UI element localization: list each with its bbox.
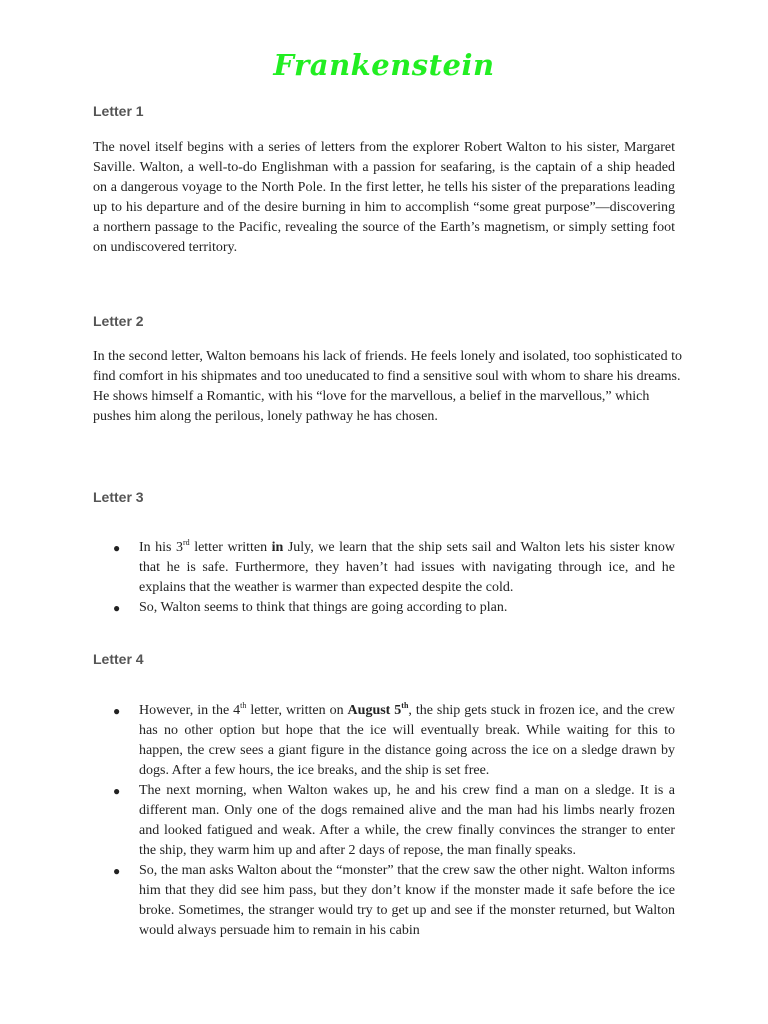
bold-text: in <box>271 540 284 555</box>
letter-2-paragraph: In the second letter, Walton bemoans his lack of friends. He feels lonely and isolated, too sophisticated to find comfort in his shipmates and too uneducated to find a sensitive soul with whom to share his dreams. He shows himself a Romantic, with his “love for the marvellous, a belief in the marvellous,” which pushes him along the perilous, lonely pathway he has chosen. <box>93 349 683 424</box>
bullet-text: In his 3 <box>139 540 184 555</box>
ordinal-suffix: rd <box>183 538 190 547</box>
bold-date <box>348 703 409 718</box>
letter-1-heading: Letter 1 <box>93 103 144 119</box>
letter-2-heading: Letter 2 <box>93 313 144 329</box>
list-item <box>93 861 675 941</box>
list-item <box>93 538 675 598</box>
list-item <box>93 781 675 861</box>
letter-4-bullet-list <box>93 701 675 941</box>
document-title: Frankenstein <box>273 48 495 82</box>
bullet-icon: ● <box>113 864 121 878</box>
bullet-text: The next morning, when Walton wakes up, he and his crew find a man on a sledge. It is a different man. Only one of the dogs remained alive and the man had his limbs nearly frozen and looked fatigued and weak. After a while, the crew finally convinces the stranger to enter the ship, they warm him up and after 2 days of repose, the man finally speaks. <box>139 783 675 858</box>
letter-3-heading: Letter 3 <box>93 489 144 505</box>
list-item <box>93 598 675 618</box>
list-item <box>93 701 675 781</box>
letter-4-heading: Letter 4 <box>93 651 144 667</box>
bold-text: August 5 <box>347 703 402 718</box>
bullet-text: However, in the 4 <box>139 703 241 718</box>
bullet-icon: ● <box>113 601 121 615</box>
bullet-text: letter written <box>189 540 272 555</box>
bullet-text: July, we learn that the ship sets sail and Walton lets his sister know that he is safe. Furthermore, they haven’t had issues with navigating through ice, and he explains that the weather is warmer than expected despite the cold. <box>139 540 675 595</box>
bullet-icon: ● <box>113 704 121 718</box>
letter-3-bullet-list <box>93 538 675 618</box>
bullet-icon: ● <box>113 784 121 798</box>
letter-1-paragraph: The novel itself begins with a series of letters from the explorer Robert Walton to his sister, Margaret Saville. Walton, a well-to-do Englishman with a passion for seafaring, is the captain of a ship headed on a dangerous voyage to the North Pole. In the first letter, he tells his sister of the preparations leading up to his departure and of the desire burning in him to accomplish “some great purpose”—discovering a northern passage to the Pacific, revealing the source of the Earth’s magnetism, or simply setting foot on undiscovered territory. <box>93 140 675 255</box>
ordinal-suffix: th <box>240 701 247 710</box>
bullet-text: letter, written on <box>246 703 348 718</box>
bullet-text: So, the man asks Walton about the “monster” that the crew saw the other night. Walton informs him that they did see him pass, but they don’t know if the monster made it safe before the ice broke. Sometimes, the stranger would try to get up and see if the monster returned, but Walton would always persuade him to remain in his cabin <box>139 863 675 938</box>
bullet-text: So, Walton seems to think that things are going according to plan. <box>139 600 508 615</box>
bullet-icon: ● <box>113 541 121 555</box>
ordinal-suffix: th <box>401 701 409 710</box>
bullet-text: , the ship gets stuck in frozen ice, and the crew has no other option but hope that the ice will eventually break. While waiting for this to happen, the crew sees a giant figure in the distance going across the ice on a sledge drawn by dogs. After a few hours, the ice breaks, and the ship is set free. <box>139 703 676 778</box>
